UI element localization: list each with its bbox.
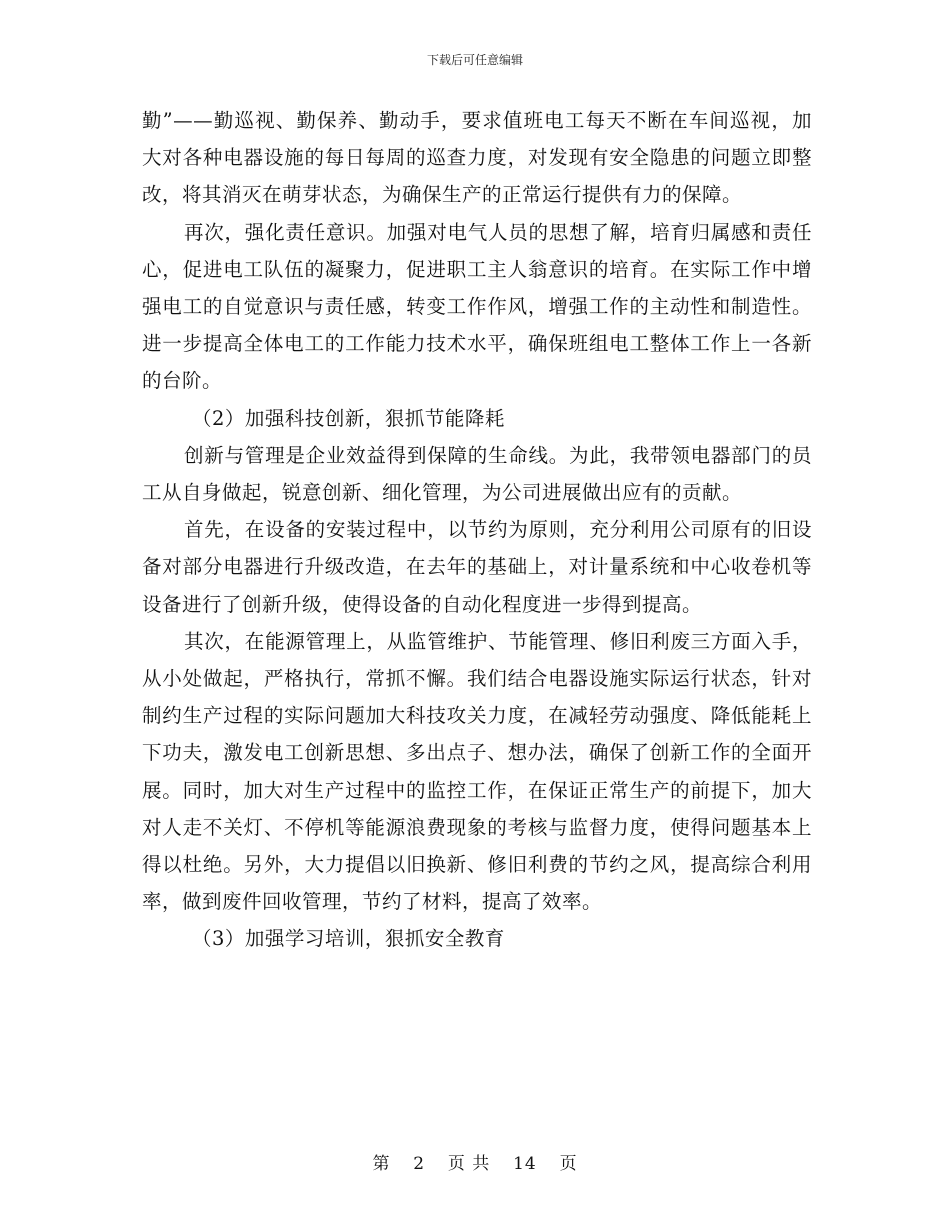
current-page-number: 2: [413, 1154, 426, 1174]
footer-prefix: 第: [372, 1154, 391, 1174]
paragraph: 创新与管理是企业效益得到保障的生命线。为此，我带领电器部门的员工从自身做起，锐意创新、细化管理，为公司进展做出应有的贡献。: [142, 443, 812, 505]
footer-middle: 页 共: [447, 1154, 491, 1174]
page-footer: [0, 1153, 950, 1175]
paragraph: 首先，在设备的安装过程中，以节约为原则，充分利用公司原有的旧设备对部分电器进行升级改造，在去年的基础上，对计量系统和中心收卷机等设备进行了创新升级，使得设备的自动化程度进一步得到提高。: [142, 518, 812, 616]
total-pages-number: 14: [513, 1154, 537, 1174]
section-heading: （2）加强科技创新，狠抓节能降耗: [192, 406, 505, 430]
paragraph: 勤”——勤巡视、勤保养、勤动手，要求值班电工每天不断在车间巡视，加大对各种电器设施的每日每周的巡查力度，对发现有安全隐患的问题立即整改，将其消灭在萌芽状态，为确保生产的正常运行提供有力的保障。: [142, 109, 812, 207]
page-header: 下载后可任意编辑: [426, 53, 523, 67]
paragraph: 其次，在能源管理上，从监管维护、节能管理、修旧利废三方面入手，从小处做起，严格执行，常抓不懈。我们结合电器设施实际运行状态，针对制约生产过程的实际问题加大科技攻关力度，在减轻劳动强度、降低能耗上下功夫，激发电工创新思想、多出点子、想办法，确保了创新工作的全面开展。同时，加大对生产过程中的监控工作，在保证正常生产的前提下，加大对人走不关灯、不停机等能源浪费现象的考核与监督力度，使得问题基本上得以杜绝。另外，大力提倡以旧换新、修旧利费的节约之风，提高综合利用率，做到废件回收管理，节约了材料，提高了效率。: [142, 629, 812, 914]
paragraph: 再次，强化责任意识。加强对电气人员的思想了解，培育归属感和责任心，促进电工队伍的凝聚力，促进职工主人翁意识的培育。在实际工作中增强电工的自觉意识与责任感，转变工作作风，增强工作的主动性和制造性。进一步提高全体电工的工作能力技术水平，确保班组电工整体工作上一各新的台阶。: [142, 220, 812, 393]
section-heading: （3）加强学习培训，狠抓安全教育: [192, 927, 505, 951]
document-body: [142, 102, 812, 958]
footer-suffix: 页: [559, 1154, 578, 1174]
